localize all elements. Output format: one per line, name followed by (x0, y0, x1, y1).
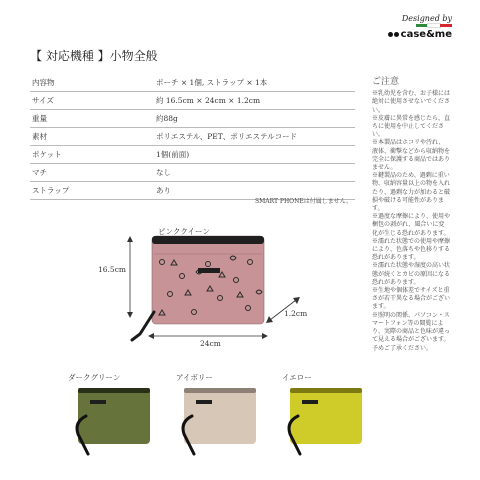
main-product-name: ピンククイーン (158, 227, 210, 236)
table-row: ポケット 1個(前面) (30, 146, 355, 164)
caution-item: ※生地や個体差でサイズと重さが若干異なる場合がございます。 (372, 287, 451, 311)
smartphone-note: SMART PHONEは付属しません。 (255, 198, 353, 205)
designed-by-text: Designed by (401, 14, 452, 23)
yellow-pouch (276, 384, 366, 462)
variant-label-ivory: アイボリー (176, 373, 213, 382)
caution-item: ※鍵製品のため、過剰に重い物、収納容量以上の物を入れたり、過剰な力が加わると破損や破ける可能性があります。 (372, 172, 451, 213)
page-title: 【 対応機種 】小物全般 (30, 49, 158, 63)
caution-item: ※皮膚に異常を感じたら、直ちに使用を中止してください。 (372, 114, 451, 139)
depth-label: 1.2cm (284, 309, 308, 318)
table-row: 内容物 ポーチ × 1個, ストラップ × 1本 (30, 74, 355, 92)
caution-item: ※照明の関係、パソコン・スマートフォン等の閲覧により、実際の商品と色味が違って見える場合がございます。予めご了承ください。 (372, 311, 451, 352)
variant-label-yellow: イエロー (282, 373, 312, 382)
brand-block (388, 14, 452, 40)
table-row: マチ なし (30, 164, 355, 182)
main-pouch-illustration (90, 228, 320, 348)
variant-label-green: ダークグリーン (68, 373, 121, 382)
italian-flag-icon (388, 24, 452, 27)
ivory-pouch (170, 384, 260, 462)
green-pouch (64, 384, 154, 462)
table-row: 素材 ポリエステル、PET、ポリエステルコード (30, 128, 355, 146)
caution-item: ※乳幼児を含む、お子様には絶対に使用させないでください。 (372, 90, 451, 114)
caution-item: ※濡れた状態での使用や摩擦により、色落ちや色移りする恐れがあります。 (372, 237, 451, 262)
caution-item: ※過度な摩擦により、使用や梱包の剥がれ、風合いに変化が生じる恐れがあります。 (372, 213, 451, 237)
table-row: ストラップ あり (30, 182, 355, 200)
caution-title: ご注意 (372, 77, 400, 87)
spec-table (30, 74, 355, 200)
table-row: 重量 約88g (30, 110, 355, 128)
width-label: 24cm (200, 339, 221, 348)
logo-dots-icon (388, 32, 399, 37)
table-row: サイズ 約 16.5cm × 24cm × 1.2cm (30, 92, 355, 110)
height-label: 16.5cm (98, 265, 127, 274)
caution-item: ※濡れた状態や湿度の高い状態が続くとカビの原因になる恐れがあります。 (372, 262, 451, 286)
caution-panel (372, 78, 450, 353)
caution-item: ※本製品はホコリや汚れ、液体、衝撃などから収納物を完全に保護する商品ではありません。 (372, 139, 451, 172)
brand-logo: case&me (388, 29, 452, 40)
